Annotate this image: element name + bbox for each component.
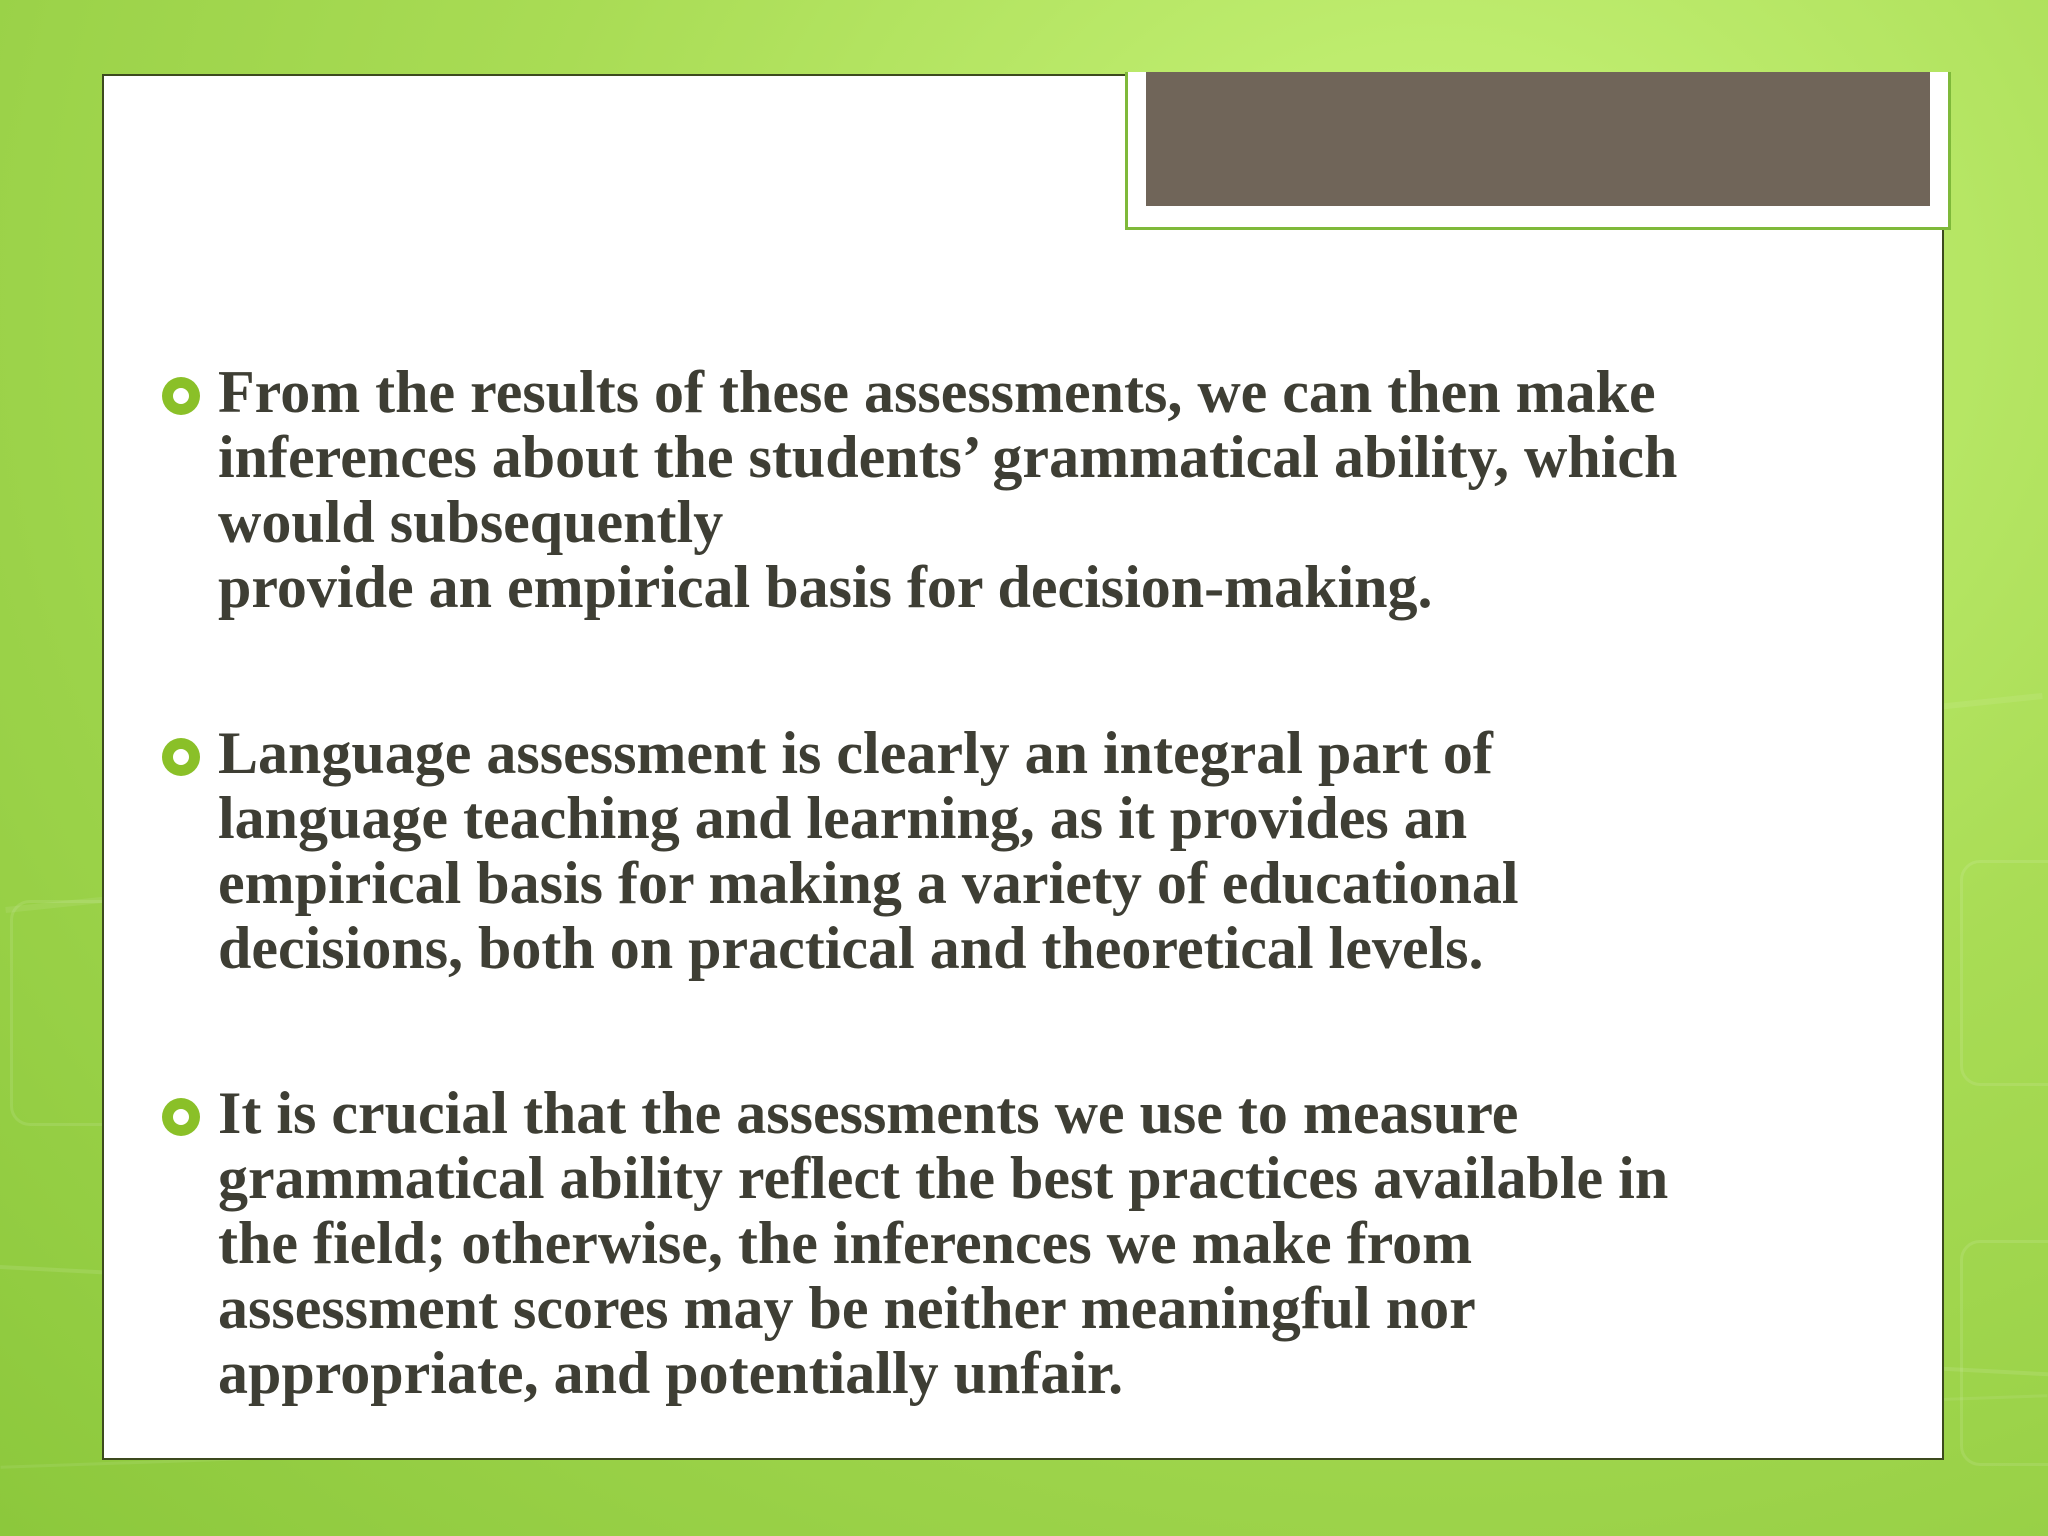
background-hexagon-shape [1960, 1240, 2048, 1466]
bullet-text: From the results of these assessments, we can then make inferences about the students’ grammatical ability, which would subsequently provide an empirical basis for decision-making. [218, 359, 1678, 620]
ring-bullet-icon [162, 1098, 200, 1136]
bullet-text: Language assessment is clearly an integral part of language teaching and learning, as it provides an empirical basis for making a variety of educational decisions, both on practical and theoretical levels. [218, 720, 1519, 981]
ring-bullet-icon [162, 738, 200, 776]
title-tab [1125, 72, 1951, 230]
slide-content-panel [102, 74, 1944, 1460]
title-bar-placeholder [1146, 72, 1930, 206]
background-hexagon-shape [1960, 860, 2048, 1086]
bullet-text: It is crucial that the assessments we use to measure grammatical ability reflect the best practices available in the field; otherwise, the inferences we make from assessment scores may be neither meaningful nor appropriate, and potentially unfair. [218, 1080, 1669, 1406]
ring-bullet-icon [162, 377, 200, 415]
